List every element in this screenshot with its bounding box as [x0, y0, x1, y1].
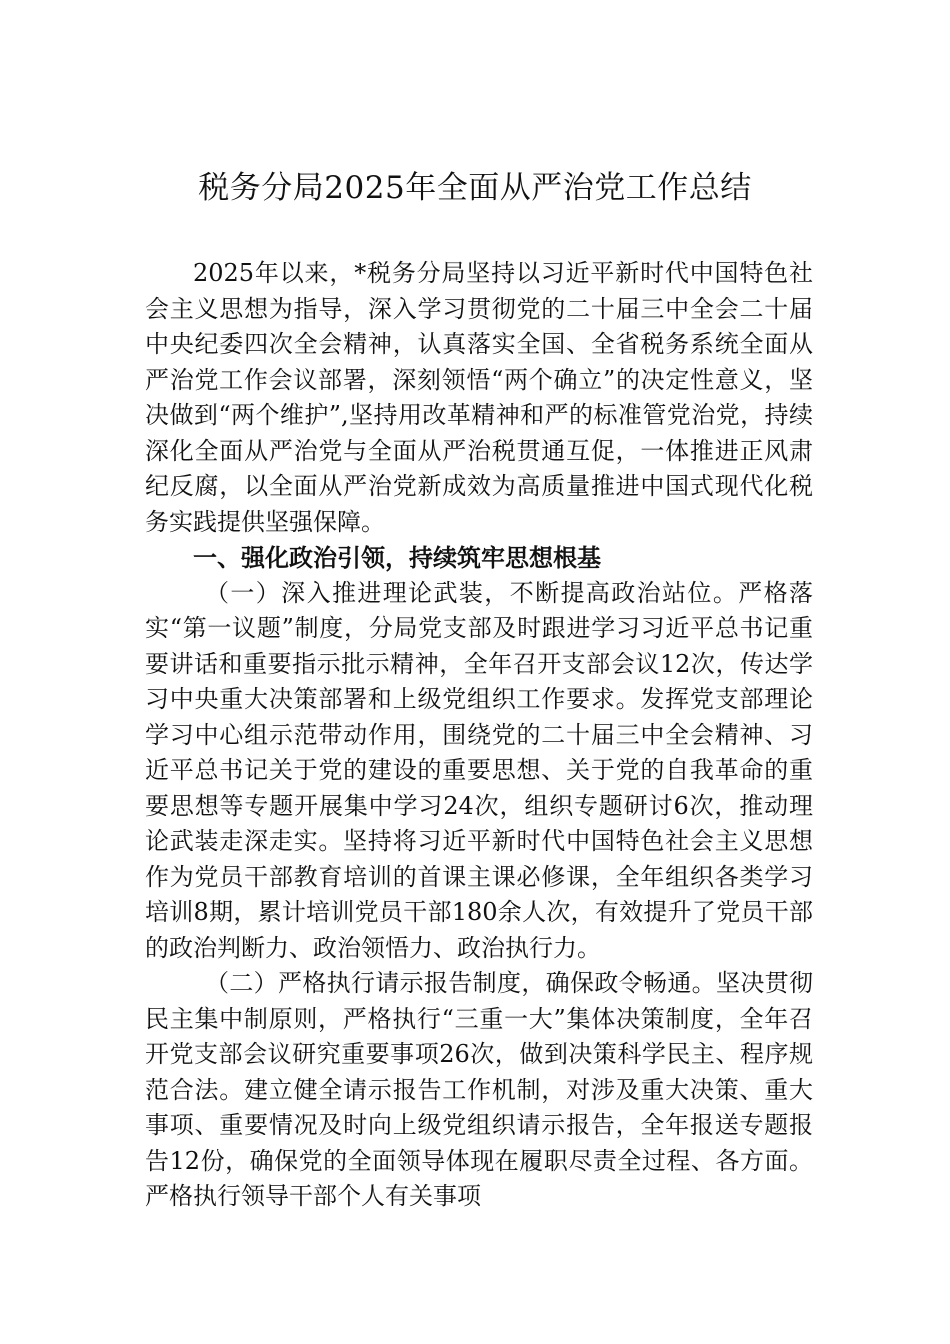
- page-title: 税务分局2025年全面从严治党工作总结: [198, 170, 752, 206]
- subsection-paragraph-2: （二）严格执行请示报告制度，确保政令畅通。坚决贯彻民主集中制原则，严格执行“三重一大”集体决策制度，全年召开党支部会议研究重要事项26次，做到决策科学民主、程序规范合法。建立健全请示报告工作机制，对涉及重大决策、重大事项、重要情况及时向上级党组织请示报告，全年报送专题报告12份，确保党的全面领导体现在履职尽责全过程、各方面。严格执行领导干部个人有关事项: [145, 969, 813, 1210]
- intro-paragraph: 2025年以来，*税务分局坚持以习近平新时代中国特色社会主义思想为指导，深入学习贯彻党的二十届三中全会二十届中央纪委四次全会精神，认真落实全国、全省税务系统全面从严治党工作会议部署，深刻领悟“两个确立”的决定性意义，坚决做到“两个维护”,坚持用改革精神和严的标准管党治党，持续深化全面从严治党与全面从严治税贯通互促，一体推进正风肃纪反腐，以全面从严治党新成效为高质量推进中国式现代化税务实践提供坚强保障。: [145, 259, 813, 536]
- subsection-paragraph-1: （一）深入推进理论武装，不断提高政治站位。严格落实“第一议题”制度，分局党支部及时跟进学习习近平总书记重要讲话和重要指示批示精神，全年召开支部会议12次，传达学习中央重大决策部署和上级党组织工作要求。发挥党支部理论学习中心组示范带动作用，围绕党的二十届三中全会精神、习近平总书记关于党的建设的重要思想、关于党的自我革命的重要思想等专题开展集中学习24次，组织专题研讨6次，推动理论武装走深走实。坚持将习近平新时代中国特色社会主义思想作为党员干部教育培训的首课主课必修课，全年组织各类学习培训8期，累计培训党员干部180余人次，有效提升了党员干部的政治判断力、政治领悟力、政治执行力。: [145, 578, 813, 962]
- document-body: [145, 256, 813, 1215]
- section-heading-1: 一、强化政治引领，持续筑牢思想根基: [193, 543, 601, 572]
